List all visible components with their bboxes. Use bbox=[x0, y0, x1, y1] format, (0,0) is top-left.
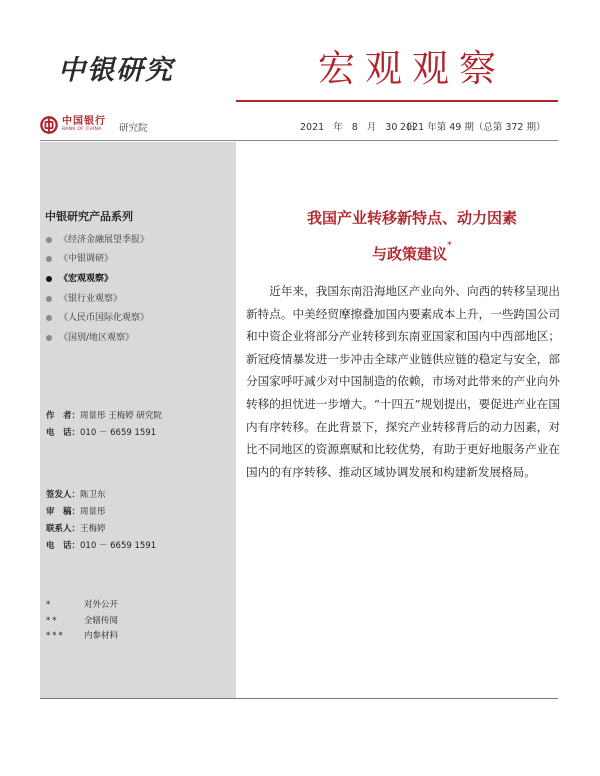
bullet-icon bbox=[46, 335, 52, 341]
legend-row: * 对外公开 bbox=[46, 598, 118, 614]
article-body: 近年来，我国东南沿海地区产业向外、向西的转移呈现出新特点。中美经贸摩擦叠加国内要素成本上升，一些跨国公司和中资企业将部分产业转移到东南亚国家和国内中西部地区；新冠疫情暴发进一步冲击全球产业链供应链的稳定与安全，部分国家呼吁减少对中国制造的依赖，市场对此带来的产业向外转移的担忧进一步增大。“十四五”规划提出，要促进产业在国内有序转移。在此背景下，探究产业转移背后的动力因素，对比不同地区的资源禀赋和比较优势，有助于更好地服务产业在国内的有序转移、推动区域协调发展和构建新发展格局。 bbox=[246, 284, 560, 479]
stars-icon: *** bbox=[46, 631, 65, 641]
author-value: 周景彤 王梅婷 研究院 bbox=[80, 411, 162, 421]
bullet-icon bbox=[46, 237, 52, 243]
classification-legend bbox=[46, 598, 118, 645]
stars-icon: ** bbox=[46, 615, 59, 626]
contact-key: 联系人： bbox=[46, 524, 81, 534]
phone-value: 010 － 6659 1591 bbox=[80, 428, 157, 438]
issue-number: 2021 年第 49 期（总第 372 期） bbox=[400, 122, 546, 133]
header-divider bbox=[236, 100, 558, 102]
boc-logo-icon bbox=[40, 116, 58, 134]
bullet-icon bbox=[46, 315, 52, 321]
stars-icon: * bbox=[46, 600, 53, 610]
product-list bbox=[46, 230, 149, 348]
article-title-line1: 我国产业转移新特点、动力因素 bbox=[306, 209, 517, 227]
contact-value: 王梅婷 bbox=[80, 524, 106, 534]
bank-logo bbox=[40, 115, 106, 135]
legend-row: ** 全辖传阅 bbox=[46, 614, 118, 630]
phone-value: 010 － 6659 1591 bbox=[80, 541, 157, 551]
legend-row: *** 内参材料 bbox=[46, 629, 118, 645]
report-series-title: 宏观观察 bbox=[318, 47, 506, 90]
approval-block bbox=[46, 487, 156, 555]
logo-text-cn: 中国银行 bbox=[62, 116, 106, 128]
phone-key: 电 话： bbox=[46, 541, 81, 551]
phone-key: 电 话： bbox=[46, 428, 81, 438]
brand-wordmark: 中银研究 bbox=[58, 55, 174, 86]
signer-value: 陈卫东 bbox=[80, 490, 106, 500]
product-item: 《国别/地区观察》 bbox=[46, 328, 149, 348]
publish-date: 2021 年 8 月 30 日 bbox=[300, 122, 416, 133]
author-block bbox=[46, 408, 162, 442]
product-item: 《经济金融展望季报》 bbox=[46, 230, 149, 250]
bullet-icon bbox=[46, 276, 52, 282]
bullet-icon bbox=[46, 296, 52, 302]
logo-text-en: BANK OF CHINA bbox=[62, 127, 102, 133]
footnote-marker: * bbox=[447, 240, 452, 251]
reviewer-key: 审 稿： bbox=[46, 507, 81, 517]
product-item: 《中银调研》 bbox=[46, 250, 149, 270]
header-rule bbox=[40, 140, 558, 141]
article-title-line2: 与政策建议* bbox=[371, 240, 452, 263]
signer-key: 签发人： bbox=[46, 490, 81, 500]
product-item: 《人民币国际化观察》 bbox=[46, 308, 149, 328]
product-item: 《银行业观察》 bbox=[46, 289, 149, 309]
reviewer-value: 周景彤 bbox=[80, 507, 106, 517]
product-item-active: 《宏观观察》 bbox=[46, 269, 149, 289]
institute-label: 研究院 bbox=[119, 123, 148, 134]
bullet-icon bbox=[46, 256, 52, 262]
author-key: 作 者： bbox=[46, 411, 81, 421]
footer-rule bbox=[40, 698, 558, 699]
product-series-title: 中银研究产品系列 bbox=[45, 210, 133, 223]
